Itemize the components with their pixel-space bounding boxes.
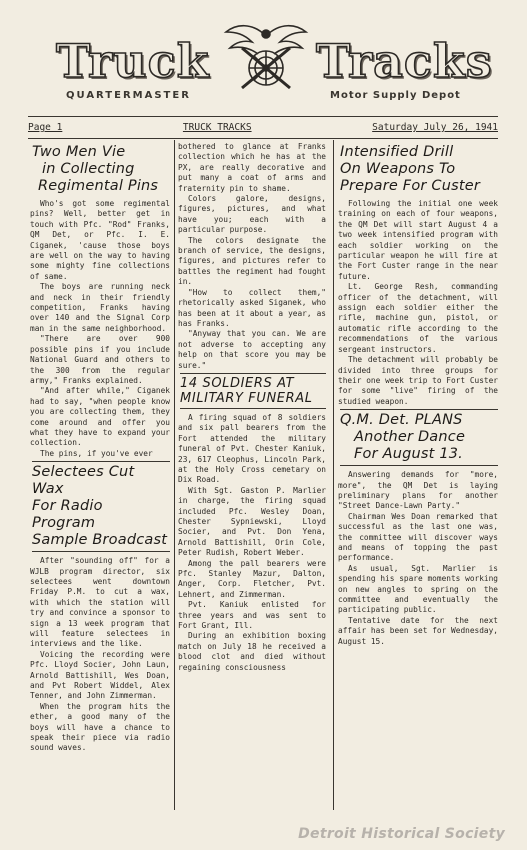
headline-radio: [32, 461, 170, 552]
article-paragraph: Chairman Wes Doan remarked that successful as the last one was, the committee will discover ways and means of topping the past performance.: [338, 511, 498, 563]
article-paragraph: Lt. George Resh, commanding officer of the detachment, will assign each soldier either the rifle, machine gun, pistol, or automatic rifle according to the recommendations of the various sergeant instructors.: [338, 282, 498, 354]
article-paragraph: After "sounding off" for a WJLB program director, six selectees went downtown Friday P.M. to cut a wax, with which the station will try and convince a sponsor to sign a 13 week program that will feature selectees in interviews and the like.: [30, 556, 170, 649]
column-2: [178, 142, 326, 810]
article-paragraph: "There are over 900 possible pins if you include National Guard and others to the 300 from the regular army," Franks explained.: [30, 334, 170, 385]
article-paragraph: The boys are running neck and neck in their friendly competition, Franks having over 140 and the Signal Corp man in the same neighborhood.: [30, 282, 170, 333]
article-paragraph: With Sgt. Gaston P. Marlier in charge, the firing squad included Pfc. Wesley Doan, Chester Sypniewski, Lloyd Socier, and Pvt. Don Yena, Arnold Battishill, Orin Cole, Peter Rudish, Robert Weber.: [178, 485, 326, 558]
headline-line: For August 13.: [354, 446, 463, 463]
article-paragraph: As usual, Sgt. Marlier is spending his spare moments working on new angles to spring on the committee and eventually the participating public.: [338, 563, 498, 615]
column-3: [338, 142, 498, 810]
article-paragraph: Tentative date for the next affair has been set for Wednesday, August 15.: [338, 615, 498, 646]
article-paragraph: During an exhibition boxing match on July 18 he received a blood clot and died without regaining consciousness: [178, 631, 326, 672]
article-paragraph: The pins, if you've ever: [40, 448, 153, 458]
headline-pins: [32, 144, 170, 195]
headline-funeral: [180, 373, 326, 409]
headline-line: For Radio Program: [32, 498, 103, 532]
article-paragraph: Pvt. Kaniuk enlisted for three years and was sent to Fort Grant, Ill.: [178, 600, 326, 631]
article-paragraph: Among the pall bearers were Pfc. Stanley Mazur, Dalton, Anger, Corp. Fletcher, Pvt. Lehnert, and Zimmerman.: [178, 558, 326, 599]
column-1: [30, 142, 170, 810]
headline-line: Another Dance: [354, 429, 466, 446]
article-paragraph: The colors designate the branch of service, the designs, figures, and pictures refer to battles the regiment had fought in.: [178, 235, 326, 287]
article-paragraph: A firing squad of 8 soldiers and six pall bearers from the Fort attended the military funeral of Pvt. Chester Kaniuk, 23, 617 Cleophus, Lincoln Park, at the Holy Cross cemetary on Dix Road.: [178, 412, 326, 485]
masthead-title-right: Tracks: [316, 34, 493, 88]
article-paragraph: Colors galore, designs, figures, pictures, and what have you; each with a particular purpose.: [178, 194, 326, 235]
article-paragraph: Following the initial one week training on each of four weapons, the QM Det will start August 4 a two week intensified program with each soldier working on the particular weapon he will fire at the Fort Custer range in the near future.: [338, 199, 498, 281]
headline-line: Two Men Vie: [32, 144, 126, 160]
article-paragraph: When the program hits the ether, a good many of the boys will have a chance to speak their piece via radio sound waves.: [30, 701, 170, 753]
article-paragraph: "How to collect them," rhetorically asked Siganek, who has been at it about a year, as has Franks.: [178, 287, 326, 328]
issue-line: [28, 122, 498, 138]
headline-line: 14 SOLDIERS AT: [180, 375, 295, 391]
headline-line: Intensified Drill: [340, 144, 454, 160]
headline-line: in Collecting: [42, 161, 135, 177]
headline-line: On Weapons To: [340, 161, 456, 177]
article-paragraph: The detachment will probably be divided into three groups for their one week trip to Fort Custer for some "live" firing of the studied weapon.: [338, 355, 498, 406]
headline-line: Selectees Cut Wax: [32, 464, 135, 498]
headline-drill: [340, 144, 498, 195]
headline-line: Regimental Pins: [38, 178, 159, 194]
headline-line: Prepare For Custer: [340, 178, 481, 194]
masthead-title-left: Truck: [56, 34, 210, 88]
masthead: [0, 0, 527, 118]
masthead-divider: [28, 116, 498, 117]
masthead-subtitle-left: QUARTERMASTER: [66, 90, 191, 101]
column-divider: [174, 140, 175, 810]
issue-divider: [28, 138, 498, 139]
page-number: Page 1: [28, 122, 63, 133]
headline-dance: [340, 409, 498, 466]
article-paragraph: Answering demands for "more, more", the QM Det is laying preliminary plans for another "Street Dance-Lawn Party.": [338, 470, 498, 511]
article-paragraph: Who's got some regimental pins? Well, better get in touch with Pfc. "Rod" Franks, QM Det, or Pfc. I. E. Ciganek, 'cause those boys are well on the way to having some mighty fine collections of same.: [30, 199, 170, 281]
eagle-emblem-icon: [222, 14, 310, 94]
masthead-subtitle-right: Motor Supply Depot: [330, 90, 461, 101]
column-divider: [333, 140, 334, 810]
issue-date: Saturday July 26, 1941: [372, 122, 498, 133]
headline-line: Sample Broadcast: [32, 532, 168, 549]
issue-name: TRUCK TRACKS: [182, 122, 252, 133]
headline-line: MILITARY FUNERAL: [180, 390, 313, 406]
article-paragraph: bothered to glance at Franks collection which he has at the PX, are really decorative and put many a coat of arms and fraternity pin to shame.: [178, 142, 326, 193]
article-paragraph: Voicing the recording were Pfc. Lloyd Socier, John Laun, Arnold Battishill, Wes Doan, and Pvt Robert Widdel, Alex Tenner, and John Zimmerman.: [30, 649, 170, 701]
article-paragraph: "Anyway that you can. We are not adverse to accepting any help on that score you may be sure.": [178, 329, 326, 370]
watermark: Detroit Historical Society: [298, 826, 505, 842]
headline-line: Q.M. Det. PLANS: [340, 412, 463, 429]
article-paragraph: "And after while," Ciganek had to say, "when people know you are collecting them, they come around and offer you what they have to expand your collection.: [30, 386, 170, 448]
